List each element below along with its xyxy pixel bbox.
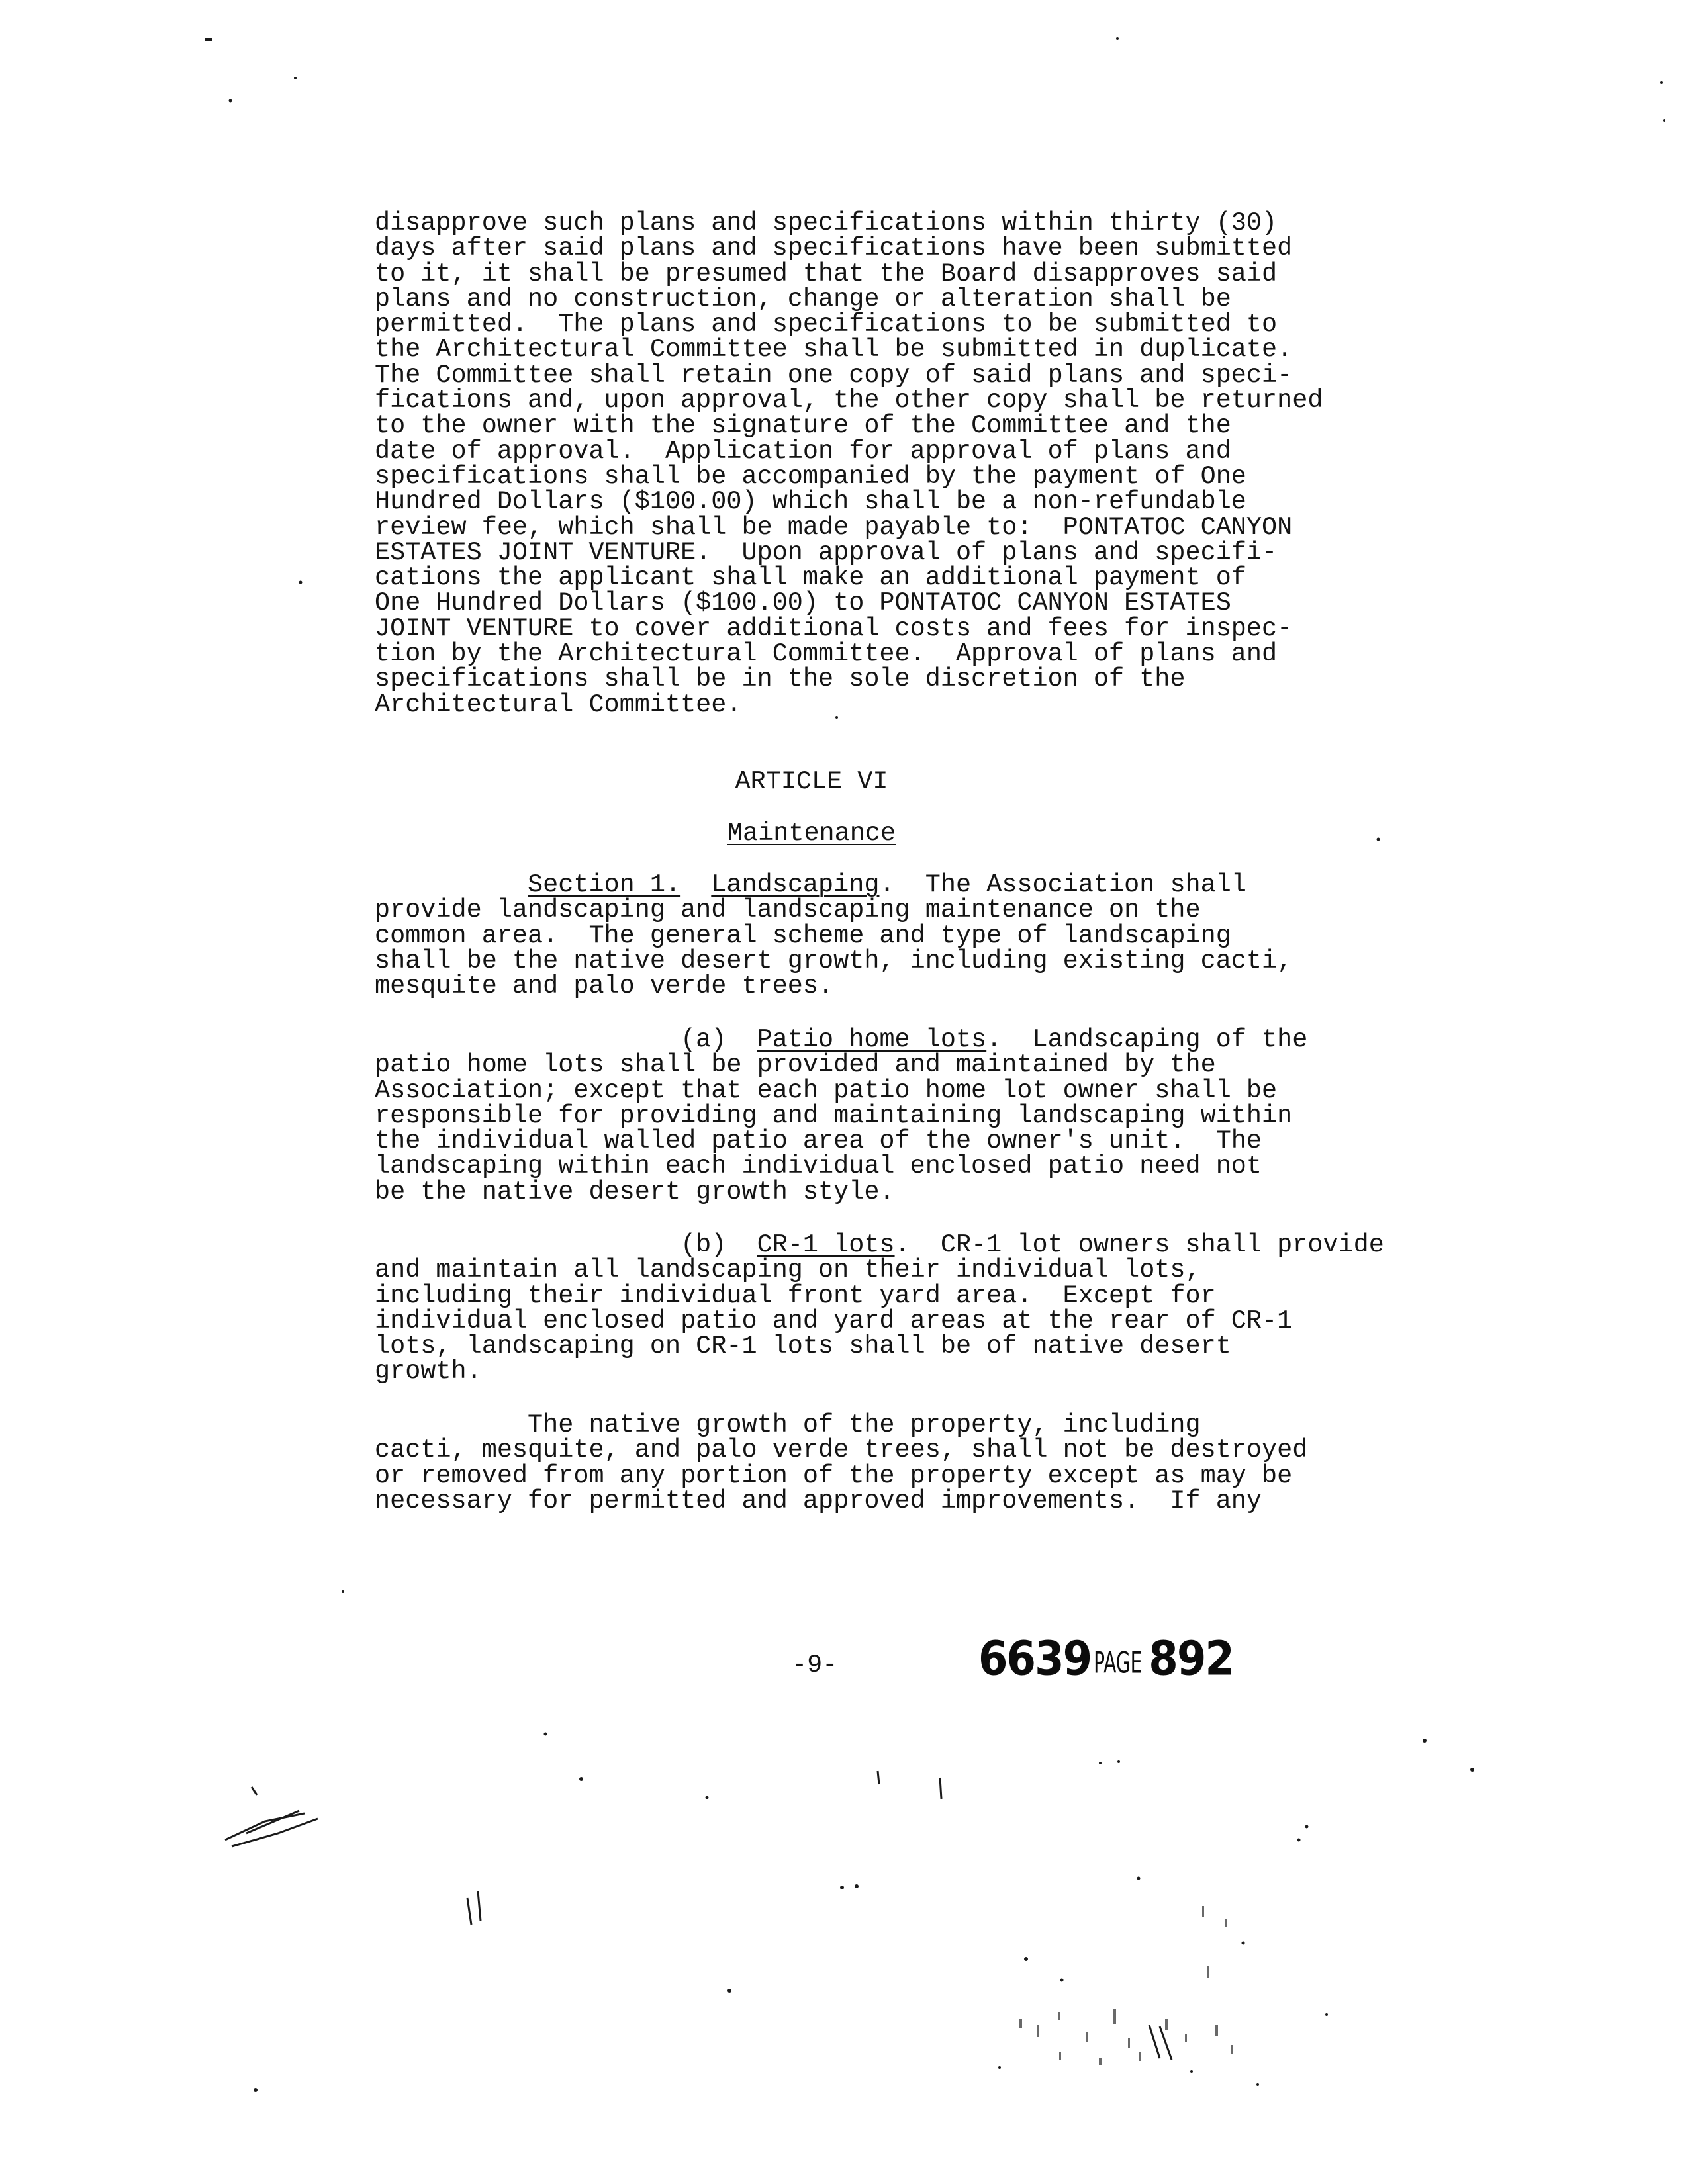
subsection-a-label: (a): [375, 1025, 757, 1054]
recording-page-number: 892: [1149, 1631, 1233, 1687]
speckle: [1099, 1762, 1102, 1764]
text-line: or removed from any portion of the property except as may be: [375, 1461, 1293, 1490]
scan-noise-cluster: [1019, 1906, 1233, 2065]
scratch-mark: [878, 1771, 879, 1784]
text-line: One Hundred Dollars ($100.00) to PONTATOC CANYON ESTATES: [375, 588, 1231, 618]
noise-mark: [1113, 2009, 1116, 2024]
text-line: fications and, upon approval, the other copy shall be returned: [375, 386, 1323, 416]
speckle: [998, 2066, 1001, 2069]
text-line: Architectural Committee.: [375, 690, 742, 719]
speckle: [1242, 1942, 1245, 1945]
text-line: common area. The general scheme and type of landscaping: [375, 921, 1231, 950]
text-line: provide landscaping and landscaping maintenance on the: [375, 895, 1201, 925]
text-line: including their individual front yard area. Except for: [375, 1281, 1216, 1310]
text-line: The Committee shall retain one copy of said plans and speci-: [375, 360, 1293, 390]
section-first-rest: . The Association shall: [879, 870, 1246, 899]
noise-mark: [1128, 2038, 1130, 2048]
text-line: cations the applicant shall make an additional payment of: [375, 563, 1246, 593]
noise-mark: [1225, 1919, 1227, 1927]
text-line: and maintain all landscaping on their individual lots,: [375, 1255, 1201, 1285]
scratch-mark: [1160, 2026, 1172, 2060]
text-line: tion by the Architectural Committee. Approval of plans and: [375, 639, 1278, 669]
noise-mark: [1058, 2012, 1060, 2020]
speckle: [840, 1886, 844, 1889]
speckle: [229, 99, 232, 103]
text-line: days after said plans and specifications have been submitted: [375, 234, 1293, 263]
speckle: [1256, 2083, 1259, 2086]
scan-speckles: [205, 37, 1665, 2092]
noise-mark: [1165, 2019, 1168, 2030]
article-subheading-text: Maintenance: [727, 819, 896, 848]
noise-mark: [1019, 2019, 1022, 2028]
speckle: [1377, 838, 1380, 841]
scratch-mark: [252, 1787, 257, 1795]
text-line: ESTATES JOINT VENTURE. Upon approval of plans and specifi-: [375, 537, 1278, 567]
speckle: [342, 1590, 344, 1593]
speckle: [544, 1733, 547, 1736]
text-line: the Architectural Committee shall be submitted in duplicate.: [375, 335, 1293, 365]
text-line: Association; except that each patio home lot owner shall be: [375, 1075, 1278, 1105]
speckle: [294, 77, 297, 79]
speckle: [1060, 1979, 1064, 1982]
scratch-mark: [478, 1891, 481, 1921]
subsection-a-title: Patio home lots: [757, 1025, 987, 1054]
text-line: shall be the native desert growth, including existing cacti,: [375, 946, 1293, 976]
text-line: lots, landscaping on CR-1 lots shall be of native desert: [375, 1332, 1231, 1361]
text-line: specifications shall be in the sole discretion of the: [375, 664, 1186, 694]
speckle: [205, 38, 212, 41]
scan-scratches: [225, 1771, 1172, 2060]
text-line: cacti, mesquite, and palo verde trees, shall not be destroyed: [375, 1435, 1308, 1465]
speckle: [1116, 37, 1119, 40]
scratch-mark: [246, 1811, 299, 1833]
text-line: landscaping within each individual enclosed patio need not: [375, 1152, 1262, 1181]
text-line: Hundred Dollars ($100.00) which shall be a non-refundable: [375, 487, 1246, 517]
speckle: [1423, 1739, 1427, 1743]
text-line: to it, it shall be presumed that the Board disapproves said: [375, 259, 1278, 289]
speckle: [579, 1777, 583, 1781]
noise-mark: [1207, 1966, 1209, 1978]
subsection-b-label: (b): [375, 1230, 757, 1259]
speckle: [1325, 2013, 1328, 2016]
text-line: plans and no construction, change or alteration shall be: [375, 284, 1231, 314]
scratch-mark: [232, 1819, 318, 1846]
speckle: [1663, 119, 1665, 122]
section-title: Landscaping: [711, 870, 880, 899]
text-line: to the owner with the signature of the Committee and the: [375, 411, 1231, 441]
text-line: necessary for permitted and approved improvements. If any: [375, 1486, 1262, 1516]
section-number: Section 1.: [528, 870, 681, 899]
speckle: [1190, 2070, 1193, 2073]
docket-number: 6639: [978, 1631, 1092, 1687]
text-line: specifications shall be accompanied by the payment of One: [375, 461, 1246, 491]
text-line: growth.: [375, 1357, 482, 1387]
speckle: [1660, 81, 1663, 84]
text-line: patio home lots shall be provided and maintained by the: [375, 1050, 1216, 1080]
text-line: JOINT VENTURE to cover additional costs and fees for inspec-: [375, 614, 1293, 643]
speckle: [1297, 1839, 1301, 1842]
noise-mark: [1139, 2052, 1141, 2061]
text-line: be the native desert growth style.: [375, 1177, 895, 1206]
text-line: review fee, which shall be made payable to: PONTATOC CANYON: [375, 512, 1293, 542]
text-line: disapprove such plans and specifications within thirty (30): [375, 208, 1278, 238]
scratch-mark: [1149, 2025, 1160, 2058]
text-line: permitted. The plans and specifications to be submitted to: [375, 310, 1278, 340]
subsection-b-title: CR-1 lots: [757, 1230, 895, 1259]
speckle: [1137, 1877, 1141, 1880]
speckle: [1470, 1768, 1474, 1772]
noise-mark: [1202, 1906, 1204, 1917]
page-word: PAGE: [1094, 1645, 1143, 1680]
speckle: [1305, 1825, 1309, 1829]
speckle: [727, 1989, 731, 1993]
noise-mark: [1215, 2025, 1218, 2036]
noise-mark: [1231, 2045, 1233, 2054]
noise-mark: [1099, 2058, 1102, 2065]
text-line: mesquite and palo verde trees.: [375, 972, 834, 1001]
article-heading: ARTICLE VI: [735, 767, 888, 796]
speckle: [299, 581, 303, 584]
speckle: [855, 1884, 859, 1888]
text-line: the individual walled patio area of the owner's unit. The: [375, 1126, 1262, 1156]
subsection-b-first-rest: . CR-1 lot owners shall provide: [894, 1230, 1384, 1259]
noise-mark: [1059, 2052, 1061, 2060]
page-number: -9-: [792, 1651, 838, 1680]
noise-mark: [1037, 2025, 1039, 2037]
text-line: individual enclosed patio and yard areas at the rear of CR-1: [375, 1306, 1293, 1336]
text-line: responsible for providing and maintaining landscaping within: [375, 1101, 1293, 1130]
speckle: [1024, 1957, 1028, 1961]
speckle: [1117, 1760, 1120, 1763]
noise-mark: [1086, 2032, 1088, 2042]
text-line: date of approval. Application for approval of plans and: [375, 436, 1231, 466]
speckle: [835, 716, 838, 719]
noise-mark: [1185, 2034, 1187, 2042]
text-line: The native growth of the property, including: [375, 1410, 1201, 1439]
speckle: [706, 1796, 709, 1799]
scratch-mark: [940, 1778, 941, 1799]
scratch-mark: [225, 1813, 305, 1840]
scratch-mark: [467, 1898, 471, 1925]
subsection-a-first-rest: . Landscaping of the: [986, 1025, 1308, 1054]
speckle: [254, 2088, 258, 2092]
